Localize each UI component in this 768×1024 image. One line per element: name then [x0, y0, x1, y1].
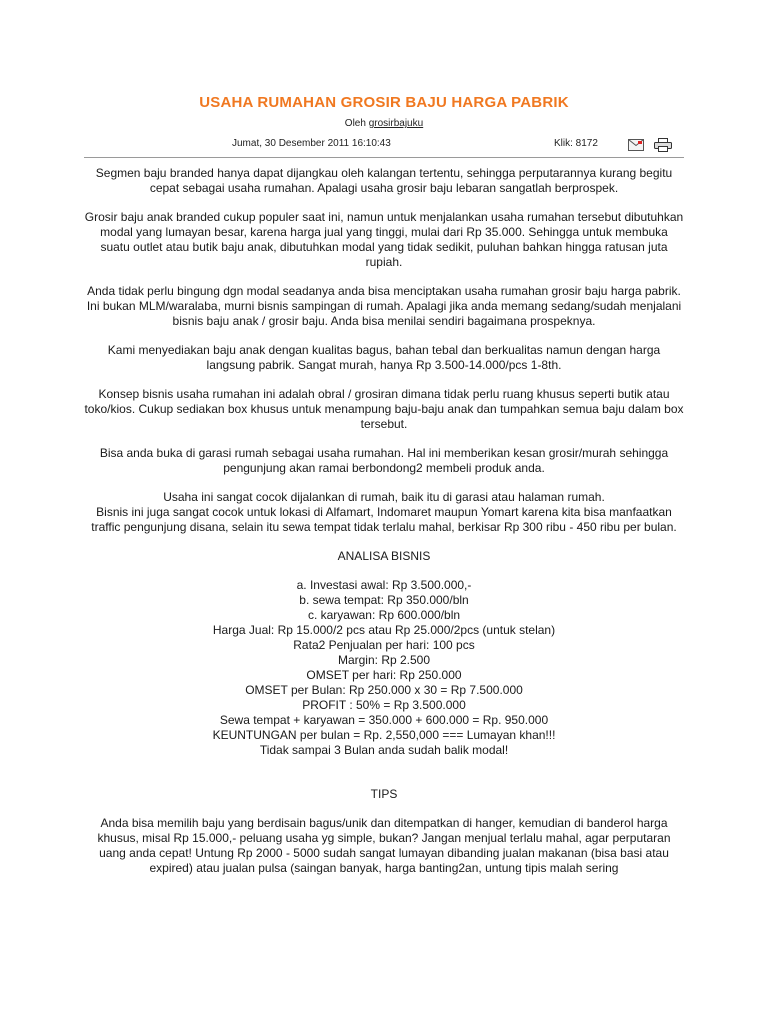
tips-paragraph: Anda bisa memilih baju yang berdisain bagus/unik dan ditempatkan di hanger, kemudian di banderol harga khusus, misal Rp 15.000,- peluang usaha yg simple, bukan? Jangan menjual terlalu mahal, agar perputaran uang anda cepat! Untung Rp 2000 - 5000 sudah sangat lumayan dibanding jualan makanan (bisa basi atau expired) atau jualan pulsa (saingan banyak, harga banting2an, untung tipis malah sering — [97, 816, 671, 875]
analysis-line: Margin: Rp 2.500 — [337, 653, 431, 667]
analysis-line: Sewa tempat + karyawan = 350.000 + 600.000 = Rp. 950.000 — [219, 713, 549, 727]
click-count: Klik: 8172 — [554, 138, 598, 149]
analysis-line: OMSET per Bulan: Rp 250.000 x 30 = Rp 7.500.000 — [245, 683, 523, 697]
email-icon[interactable] — [628, 139, 644, 154]
tips-heading: TIPS — [370, 787, 398, 801]
paragraph: Kami menyediakan baju anak dengan kualitas bagus, bahan tebal dan berkualitas namun dengan harga langsung pabrik. Sangat murah, hanya Rp 3.500-14.000/pcs 1-8th. — [107, 343, 661, 372]
analysis-line: b. sewa tempat: Rp 350.000/bln — [299, 593, 469, 607]
analysis-line: c. karyawan: Rp 600.000/bln — [307, 608, 461, 622]
analysis-line: Tidak sampai 3 Bulan anda sudah balik modal! — [259, 743, 509, 757]
analysis-heading: ANALISA BISNIS — [337, 549, 431, 563]
analysis-line: KEUNTUNGAN per bulan = Rp. 2,550,000 === Lumayan khan!!! — [212, 728, 556, 742]
author-line — [84, 118, 684, 129]
author-link[interactable]: grosirbajuku — [368, 118, 424, 129]
publish-date: Jumat, 30 Desember 2011 16:10:43 — [232, 138, 391, 149]
paragraph: Usaha ini sangat cocok dijalankan di rumah, baik itu di garasi atau halaman rumah. — [163, 490, 605, 504]
paragraph: Anda tidak perlu bingung dgn modal seadanya anda bisa menciptakan usaha rumahan grosir baju harga pabrik. Ini bukan MLM/waralaba, murni bisnis sampingan di rumah. Apalagi jika anda memang sedang/sudah menjalani bisnis baju anak / grosir baju. Anda bisa menilai sendiri bagaimana prospeknya. — [86, 284, 682, 328]
analysis-line: OMSET per hari: Rp 250.000 — [306, 668, 462, 682]
author-prefix: Oleh — [344, 118, 366, 129]
paragraph: Konsep bisnis usaha rumahan ini adalah obral / grosiran dimana tidak perlu ruang khusus seperti butik atau toko/kios. Cukup sediakan box khusus untuk menampung baju-baju anak dan tumpahkan semua baju dalam box tersebut. — [84, 387, 684, 431]
analysis-line: a. Investasi awal: Rp 3.500.000,- — [296, 578, 472, 592]
meta-bar — [84, 138, 684, 158]
paragraph: Bisa anda buka di garasi rumah sebagai usaha rumahan. Hal ini memberikan kesan grosir/murah sehingga pengunjung akan ramai berbondong2 membeli produk anda. — [99, 446, 669, 475]
analysis-line: Harga Jual: Rp 15.000/2 pcs atau Rp 25.000/2pcs (untuk stelan) — [212, 623, 556, 637]
paragraph: Bisnis ini juga sangat cocok untuk lokasi di Alfamart, Indomaret maupun Yomart karena kita bisa manfaatkan traffic pengunjung disana, selain itu sewa tempat tidak terlalu mahal, berkisar Rp 300 ribu - 450 ribu per bulan. — [91, 505, 677, 534]
paragraph: Grosir baju anak branded cukup populer saat ini, namun untuk menjalankan usaha rumahan tersebut dibutuhkan modal yang lumayan besar, karena harga jual yang tinggi, mulai dari Rp 35.000. Sehingga untuk membuka suatu outlet atau butik baju anak, dibutuhkan modal yang tidak sedikit, puluhan bahkan hingga ratusan juta rupiah. — [84, 210, 684, 269]
header-divider — [84, 157, 684, 158]
article-body — [84, 166, 684, 890]
analysis-line: PROFIT : 50% = Rp 3.500.000 — [302, 698, 466, 712]
paragraph: Segmen baju branded hanya dapat dijangkau oleh kalangan tertentu, sehingga perputarannya kurang begitu cepat sebagai usaha rumahan. Apalagi usaha grosir baju lebaran sangatlah berprospek. — [95, 166, 673, 195]
print-icon[interactable] — [654, 138, 672, 155]
analysis-list — [84, 578, 684, 758]
page-title: USAHA RUMAHAN GROSIR BAJU HARGA PABRIK — [199, 94, 569, 111]
analysis-line: Rata2 Penjualan per hari: 100 pcs — [293, 638, 475, 652]
